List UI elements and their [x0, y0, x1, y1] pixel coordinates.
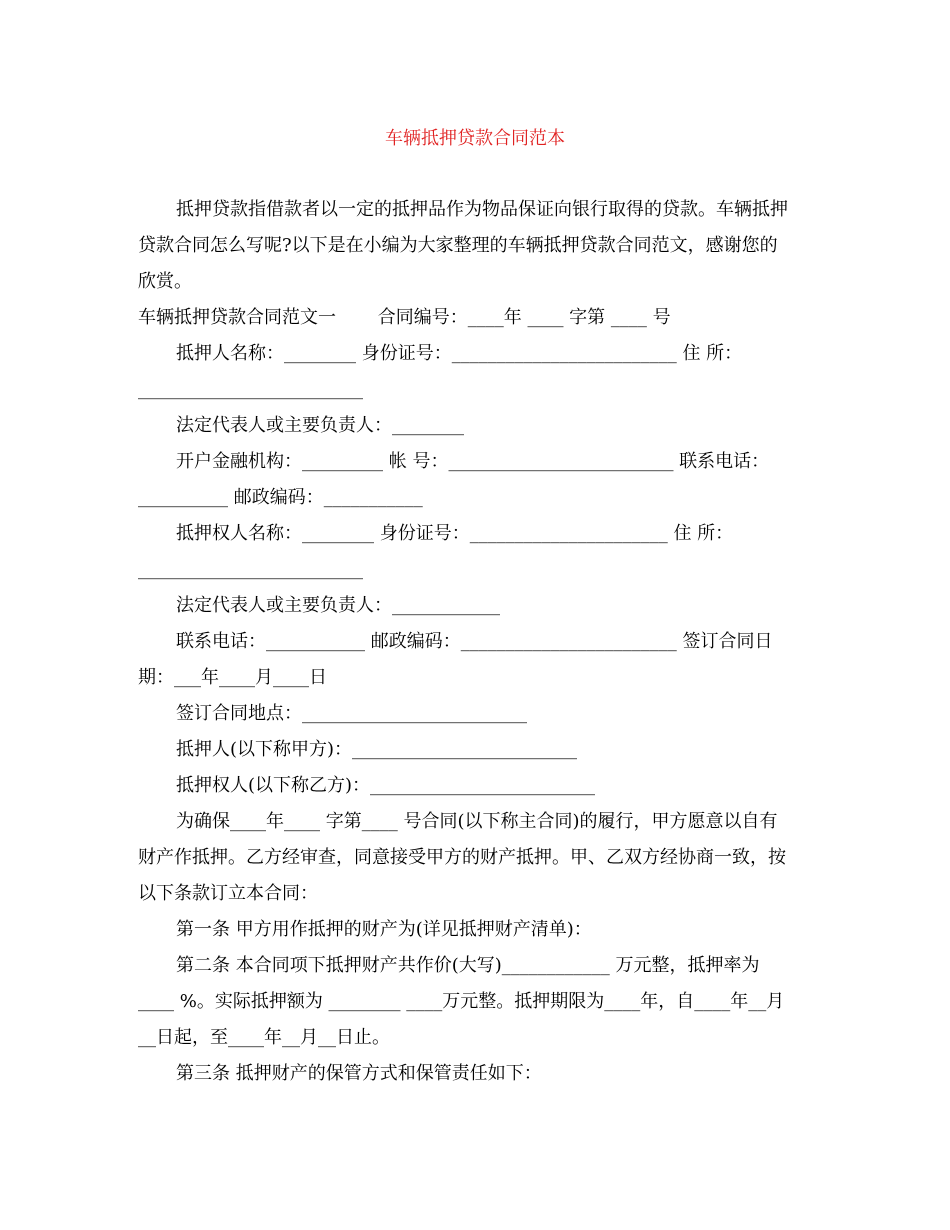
- field-line: __________ 邮政编码：___________: [138, 487, 423, 508]
- paragraph-line: 欣赏。: [138, 271, 192, 292]
- paragraph-line: 以下条款订立本合同：: [138, 883, 318, 904]
- section-heading-line: 车辆抵押贷款合同范文一 合同编号：____年 ____ 字第 ____ 号: [138, 307, 671, 328]
- field-line: 法定代表人或主要负责人：________: [176, 415, 464, 436]
- field-line: 开户金融机构：_________ 帐 号：_________________________ 联系电话：: [176, 451, 770, 472]
- paragraph-line: 财产作抵押。乙方经审查，同意接受甲方的财产抵押。甲、乙双方经协商一致，按: [138, 847, 786, 868]
- field-line: 联系电话：___________ 邮政编码：________________________ 签订合同日: [176, 631, 773, 652]
- field-line: 抵押人(以下称甲方)：_________________________: [176, 739, 578, 760]
- field-line: _________________________: [138, 559, 363, 580]
- field-line: 抵押权人(以下称乙方)：_________________________: [176, 775, 596, 796]
- field-line: 签订合同地点：_________________________: [176, 703, 527, 724]
- document-title: 车辆抵押贷款合同范本: [385, 128, 565, 149]
- clause-line: 第三条 抵押财产的保管方式和保管责任如下：: [176, 1063, 542, 1084]
- field-line: 期：___年____月____日: [138, 667, 327, 688]
- clause-line: ____ %。实际抵押额为 ________ ____万元整。抵押期限为____年，自____年__月: [138, 991, 785, 1012]
- paragraph-line: 贷款合同怎么写呢?以下是在小编为大家整理的车辆抵押贷款合同范文，感谢您的: [138, 235, 778, 256]
- paragraph-line: 为确保____年____ 字第____ 号合同(以下称主合同)的履行，甲方愿意以自有: [176, 811, 778, 832]
- clause-line: 第一条 甲方用作抵押的财产为(详见抵押财产清单)：: [176, 919, 592, 940]
- paragraph-line: 抵押贷款指借款者以一定的抵押品作为物品保证向银行取得的贷款。车辆抵押: [176, 199, 788, 220]
- field-line: 抵押权人名称：________ 身份证号：______________________ 住 所：: [176, 523, 734, 544]
- field-line: 抵押人名称：________ 身份证号：_________________________ 住 所：: [176, 343, 743, 364]
- field-line: 法定代表人或主要负责人：____________: [176, 595, 500, 616]
- clause-line: __日起，至____年__月__日止。: [138, 1027, 390, 1048]
- clause-line: 第二条 本合同项下抵押财产共作价(大写)____________ 万元整，抵押率为: [176, 955, 760, 976]
- field-line: _________________________: [138, 379, 363, 400]
